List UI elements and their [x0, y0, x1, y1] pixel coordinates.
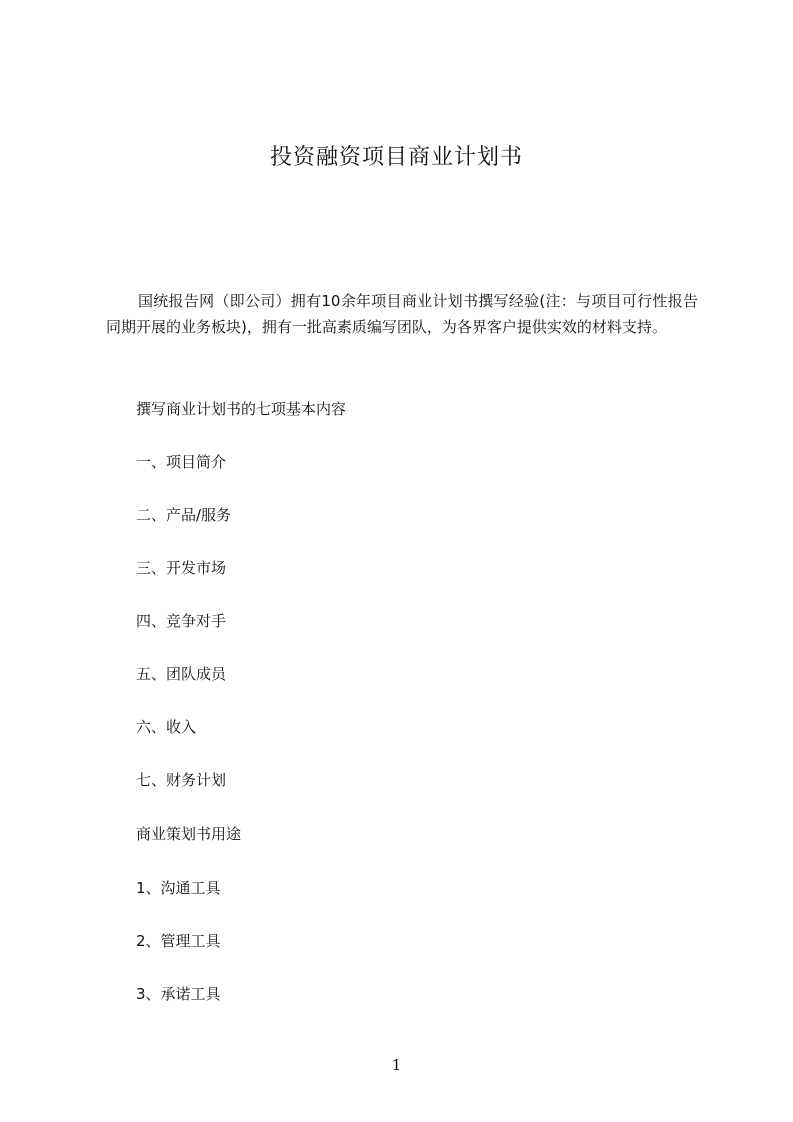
- uses-item-communication: 1、沟通工具: [136, 879, 221, 897]
- contents-heading: 撰写商业计划书的七项基本内容: [136, 400, 347, 418]
- contents-item-competitors: 四、竞争对手: [136, 612, 227, 630]
- uses-heading: 商业策划书用途: [136, 825, 242, 843]
- contents-item-team: 五、团队成员: [136, 665, 227, 683]
- contents-item-revenue: 六、收入: [136, 718, 197, 736]
- intro-paragraph: 国统报告网（即公司）拥有10余年项目商业计划书撰写经验(注：与项目可行性报告同期开展的业务板块)，拥有一批高素质编写团队，为各界客户提供实效的材料支持。: [106, 292, 698, 336]
- contents-item-financial-plan: 七、财务计划: [136, 771, 227, 789]
- uses-item-commitment: 3、承诺工具: [136, 985, 221, 1003]
- document-title: 投资融资项目商业计划书: [269, 145, 523, 170]
- page-number: 1: [391, 1056, 402, 1074]
- contents-item-project-intro: 一、项目简介: [136, 453, 227, 471]
- contents-item-product-service: 二、产品/服务: [136, 506, 232, 524]
- contents-item-market: 三、开发市场: [136, 559, 227, 577]
- uses-item-management: 2、管理工具: [136, 932, 221, 950]
